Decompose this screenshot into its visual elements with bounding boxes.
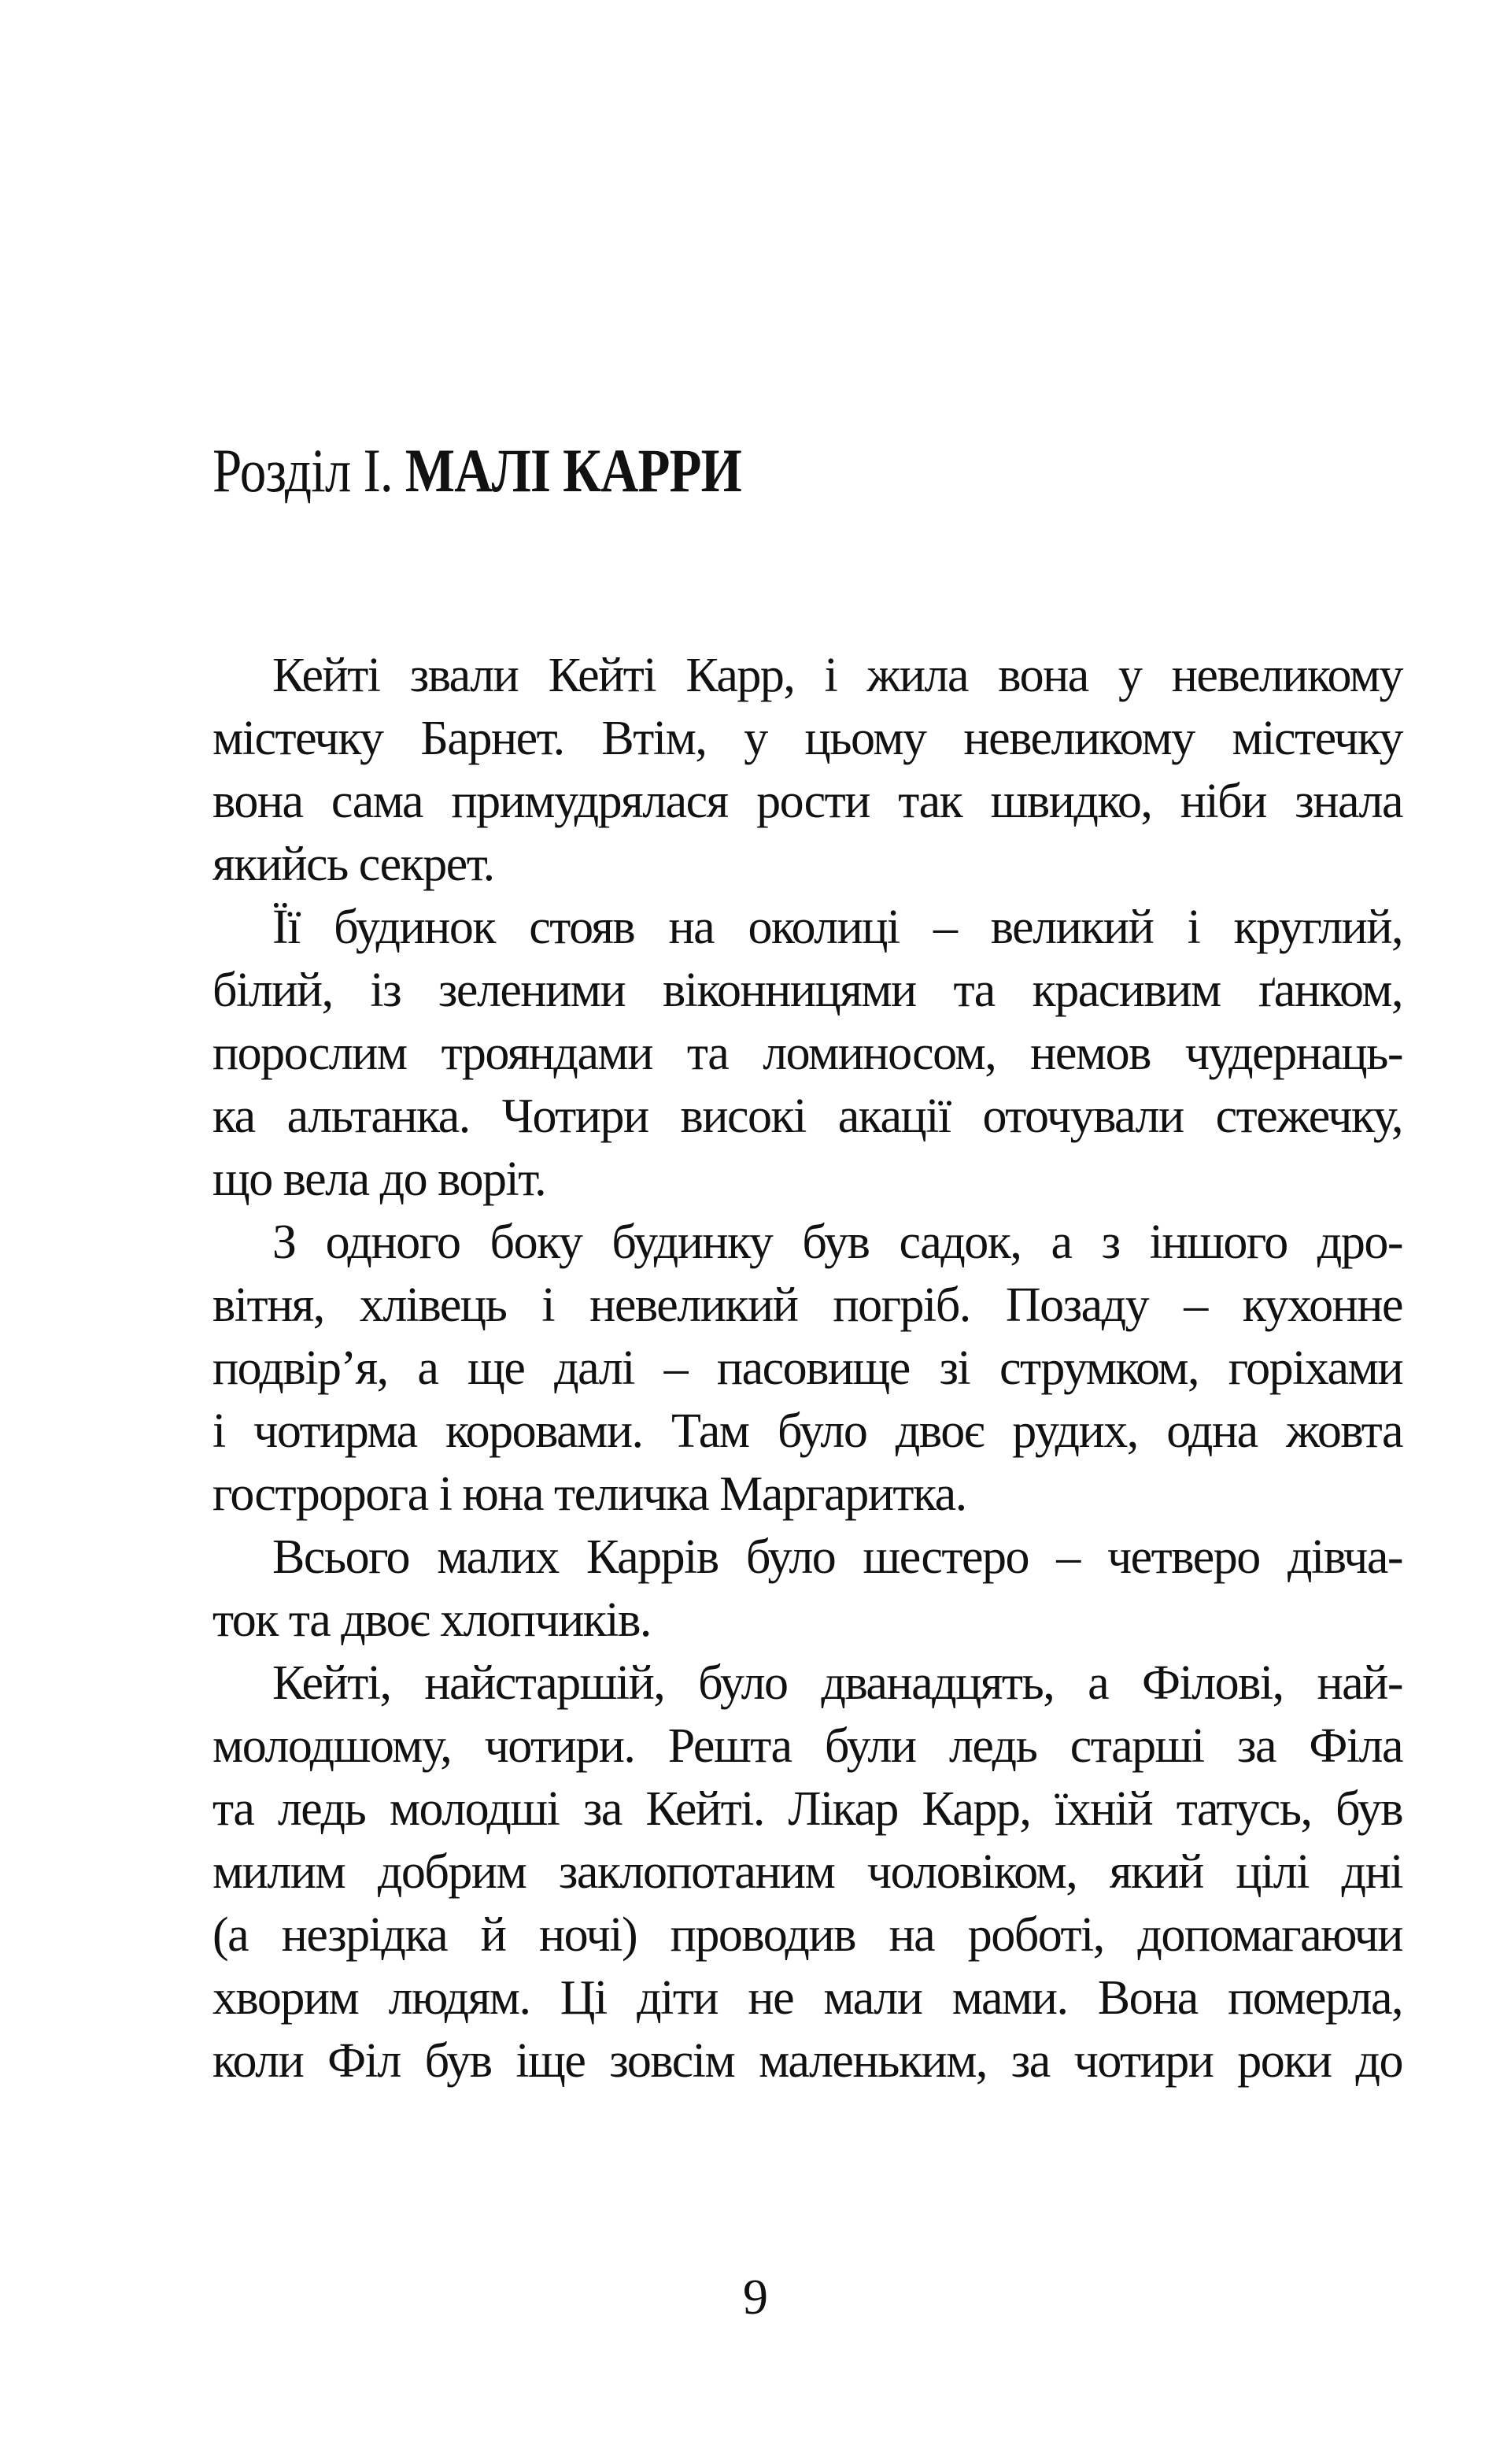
text-line-content: і чотирма коровами. Там було двоє рудих, одна жовта bbox=[212, 1404, 1402, 1458]
text-line bbox=[212, 896, 1402, 959]
text-line bbox=[212, 1778, 1402, 1841]
text-line-content: що вела до воріт. bbox=[212, 1152, 546, 1206]
text-line bbox=[212, 1085, 1402, 1148]
text-line bbox=[212, 2029, 1402, 2092]
text-line bbox=[212, 1903, 1402, 1966]
text-line-content: гостророга і юна теличка Маргаритка. bbox=[212, 1467, 966, 1521]
text-line-content: містечку Барнет. Втім, у цьому невеликому містечку bbox=[212, 712, 1402, 765]
text-line bbox=[212, 1652, 1402, 1715]
text-line-content: хворим людям. Ці діти не мали мами. Вона померла, bbox=[212, 1971, 1402, 2025]
text-line-content: Всього малих Каррів було шестеро – четверо дівча- bbox=[272, 1530, 1402, 1584]
text-line bbox=[212, 1400, 1402, 1463]
text-line-content: милим добрим заклопотаним чоловіком, який цілі дні bbox=[212, 1845, 1402, 1899]
text-line-content: (а незрідка й ночі) проводив на роботі, допомагаючи bbox=[212, 1908, 1402, 1962]
text-line-content: ток та двоє хлопчиків. bbox=[212, 1593, 651, 1647]
text-line-content: вітня, хлівець і невеликий погріб. Позаду – кухонне bbox=[212, 1278, 1402, 1332]
text-line bbox=[212, 1841, 1402, 1903]
text-line bbox=[212, 959, 1402, 1022]
text-line-content: порослим трояндами та ломиносом, немов чудернаць- bbox=[212, 1027, 1402, 1080]
text-line-content: якийсь секрет. bbox=[212, 838, 494, 891]
text-line bbox=[212, 833, 1402, 896]
text-line-content: ка альтанка. Чотири високі акації оточували стежечку, bbox=[212, 1090, 1402, 1143]
text-line-content: білий, із зеленими віконницями та красивим ґанком, bbox=[212, 964, 1402, 1017]
text-line bbox=[212, 770, 1402, 833]
chapter-title: МАЛІ КАРРИ bbox=[405, 436, 741, 505]
text-line-content: Її будинок стояв на околиці – великий і круглий, bbox=[272, 901, 1402, 954]
text-line bbox=[212, 1526, 1402, 1589]
text-line bbox=[212, 1715, 1402, 1778]
text-line bbox=[212, 1022, 1402, 1085]
chapter-heading bbox=[212, 435, 741, 506]
text-line bbox=[212, 1274, 1402, 1337]
body-text bbox=[212, 644, 1402, 2092]
text-line bbox=[212, 1211, 1402, 1274]
text-line-content: Кейті, найстаршій, було дванадцять, а Філові, най- bbox=[272, 1656, 1402, 1710]
text-line-content: вона сама примудрялася рости так швидко, ніби знала bbox=[212, 775, 1402, 828]
text-line-content: та ледь молодші за Кейті. Лікар Карр, їхній татусь, був bbox=[212, 1782, 1402, 1836]
text-line-content: коли Філ був іще зовсім маленьким, за чотири роки до bbox=[212, 2034, 1402, 2088]
text-line-content: подвір’я, а ще далі – пасовище зі струмком, горіхами bbox=[212, 1341, 1402, 1395]
text-line bbox=[212, 1148, 1402, 1211]
text-line bbox=[212, 1463, 1402, 1526]
chapter-label: Розділ І. bbox=[212, 436, 393, 505]
text-line bbox=[212, 644, 1402, 707]
text-line-content: З одного боку будинку був садок, а з іншого дро- bbox=[272, 1215, 1402, 1269]
text-line-content: молодшому, чотири. Решта були ледь старші за Філа bbox=[212, 1719, 1402, 1773]
text-line-content: Кейті звали Кейті Карр, і жила вона у невеликому bbox=[272, 649, 1402, 702]
text-line bbox=[212, 1337, 1402, 1400]
text-line bbox=[212, 1589, 1402, 1652]
text-line bbox=[212, 707, 1402, 770]
text-line bbox=[212, 1966, 1402, 2029]
page-number: 9 bbox=[743, 2269, 768, 2325]
